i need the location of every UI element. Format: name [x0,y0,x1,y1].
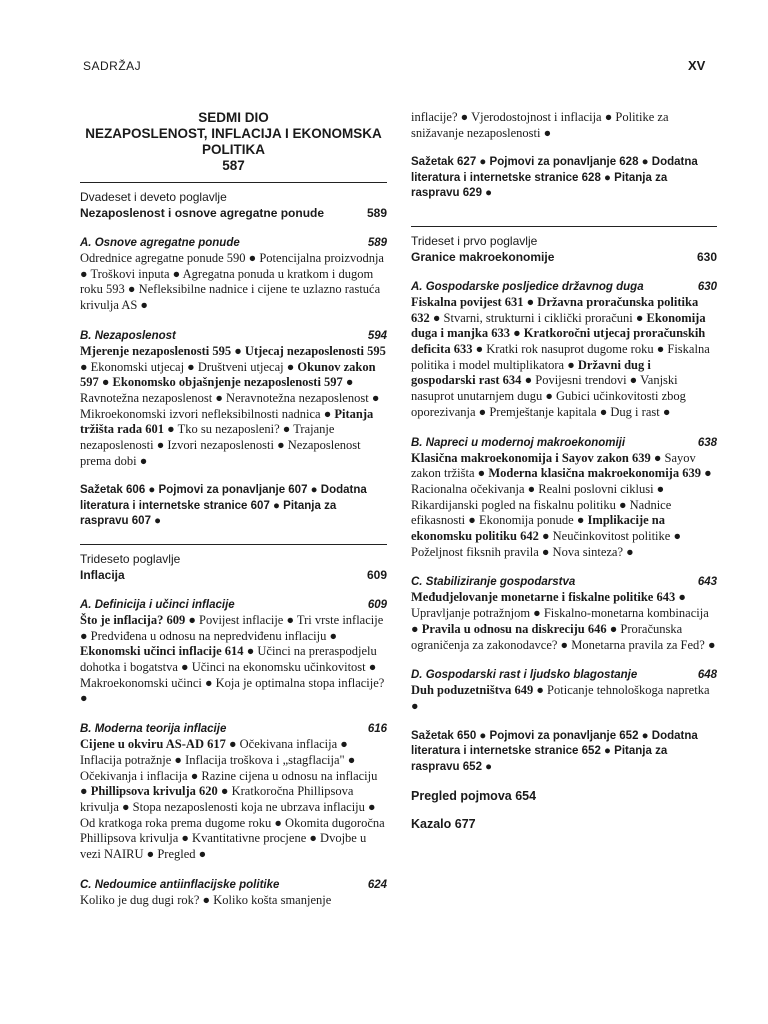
section-text: Odrednice agregatne ponude 590 ● Potencijalna proizvodnja ● Troškovi inputa ● Agregatna ponuda u kratkom i dugom roku 593 ● Nefleksibilne nadnice i cijene te uzlazno rastuća krivulja AS ● [80,251,384,313]
section-31d [411,667,717,714]
section-page: 630 [697,280,717,293]
section-text: Fiskalna povijest 631 ● Državna proračunska politika 632 ● Stvarni, strukturni i ciklički proračuni ● Ekonomija duga i manjka 633 ● Kratkoročni utjecaj proračunskih deficita 633 ● Kratki rok nasuprot dugome roku ● Fiskalna politika i model multiplikatora ● Državni dug i gospodarski rast 634 ● Povijesni trendovi ● Vanjski nasuprot unutarnjem dugu ● Gubici učinkovitosti zbog oporezivanja ● Premještanje kapitala ● Dug i rast ● [411,294,710,419]
divider [411,226,717,227]
section-text: Što je inflacija? 609 ● Povijest inflacije ● Tri vrste inflacije ● Predviđena u odnosu na nepredviđenu inflaciju ● Ekonomski učinci inflacije 614 ● Učinci na preraspodjelu dohotka i bogatstva ● Učinci na ekonomsku učinkovitost ● Makroekonomski učinci ● Koja je optimalna stopa inflacije? ● [80,612,385,706]
section-title: D. Gospodarski rast i ljudsko blagostanje [411,669,638,682]
section-29b [80,328,387,470]
section-text: inflacije? ● Vjerodostojnost i inflacija ● Politike za snižavanje nezaposlenosti ● [411,110,669,140]
chapter-label: Dvadeset i deveto poglavlje [80,190,227,204]
running-header: SADRŽAJ [83,59,142,73]
chapter-title: Nezaposlenost i osnove agregatne ponude [80,206,325,220]
section-page: 638 [697,436,717,449]
divider [80,182,387,183]
left-column [80,110,387,922]
part-number: SEDMI DIO [198,110,269,125]
section-page: 616 [367,723,387,736]
section-text: Koliko je dug dugi rok? ● Koliko košta smanjenje [80,892,332,907]
section-text: Cijene u okviru AS-AD 617 ● Očekivana inflacija ● Inflacija potražnje ● Inflacija troškova i „stagflacija" ● Očekivanja i inflacija ● Razine cijena u odnosu na inflaciju ● Phillipsova krivulja 620 ● Kratkoročna Phillipsova krivulja ● Stopa nezaposlenosti koja ne ubrzava inflaciju ● Od kratkoga roka prema dugome roku ● Okomita dugoročna Phillipsova krivulja ● Kvantitativne procjene ● Dvojbe u vezi NAIRU ● Pregled ● [80,737,385,862]
section-page: 648 [697,669,717,682]
section-page: 609 [367,598,387,611]
section-30c-continued [411,110,717,141]
section-31b [411,435,717,561]
section-text: Međudjelovanje monetarne i fiskalne politike 643 ● Upravljanje potražnjom ● Fiskalno-monetarna kombinacija ● Pravila u odnosu na diskreciju 646 ● Proračunska ograničenja za zakonodavce? ● Monetarna pravila za Fed? ● [411,590,716,652]
chapter-29-summary: Sažetak 606 ● Pojmovi za ponavljanje 607 ● Dodatna literatura i internetske stranice 607 ● Pitanja za raspravu 607 ● [80,484,367,528]
chapter-title: Inflacija [80,567,125,582]
chapter-page: 609 [366,567,387,582]
page-number-roman: XV [688,58,706,73]
chapter-page: 589 [366,206,387,220]
section-30b [80,721,387,863]
chapter-31-heading [411,233,717,265]
index-entry: Kazalo 677 [411,817,476,832]
divider [80,544,387,545]
chapter-31-summary: Sažetak 650 ● Pojmovi za ponavljanje 652 ● Dodatna literatura i internetske stranice 652 ● Pitanja za raspravu 652 ● [411,729,698,773]
section-text: Duh poduzetništva 649 ● Poticanje tehnološkoga napretka ● [411,683,710,713]
section-page: 589 [367,237,387,249]
section-page: 624 [367,878,387,891]
chapter-label: Trideseto poglavlje [80,551,181,566]
section-31a [411,279,717,421]
section-30c [80,877,387,909]
part-title: NEZAPOSLENOST, INFLACIJA I EKONOMSKA POLITIKA [85,126,382,157]
section-29a [80,235,387,314]
chapter-page: 630 [696,249,717,264]
section-31c [411,574,717,653]
section-page: 643 [697,576,717,589]
section-text: Klasična makroekonomija i Sayov zakon 639 ● Sayov zakon tržišta ● Moderna klasična makroekonomija 639 ● Racionalna očekivanja ● Realni poslovni ciklusi ● Rikardijanski pogled na fiskalnu politiku ● Nadnice efikasnosti ● Ekonomija ponude ● Implikacije na ekonomsku politiku 642 ● Neučinkovitost politike ● Poželjnost fiksnih pravila ● Nova sinteza? ● [411,450,712,559]
section-title: C. Nedoumice antiinflacijske politike [80,878,280,891]
section-page: 594 [367,329,387,342]
section-title: A. Gospodarske posljedice državnog duga [411,280,644,293]
chapter-label: Trideset i prvo poglavlje [411,233,538,248]
glossary-entry: Pregled pojmova 654 [411,789,537,804]
part-heading [80,110,387,174]
part-page: 587 [222,158,245,173]
chapter-29-heading [80,189,387,221]
section-title: C. Stabiliziranje gospodarstva [411,576,576,589]
chapter-30-summary: Sažetak 627 ● Pojmovi za ponavljanje 628 ● Dodatna literatura i internetske stranice 628 ● Pitanja za raspravu 629 ● [411,156,698,200]
section-30a [80,597,387,707]
section-text: Mjerenje nezaposlenosti 595 ● Utjecaj nezaposlenosti 595 ● Ekonomski utjecaj ● Društveni utjecaj ● Okunov zakon 597 ● Ekonomsko objašnjenje nezaposlenosti 597 ● Ravnotežna nezaposlenost ● Neravnotežna nezaposlenost ● Mikroekonomski izvori nefleksibilnosti nadnica ● Pitanja tržišta rada 601 ● Tko su nezaposleni? ● Trajanje nezaposlenosti ● Izvori nezaposlenosti ● Nezaposlenost prema dobi ● [80,343,386,468]
section-title: B. Moderna teorija inflacije [80,723,227,736]
section-title: B. Napreci u modernoj makroekonomiji [411,436,626,449]
section-title: A. Osnove agregatne ponude [80,237,240,249]
chapter-title: Granice makroekonomije [411,249,555,264]
section-title: B. Nezaposlenost [80,329,176,342]
chapter-30-heading [80,551,387,583]
right-column [411,110,717,845]
section-title: A. Definicija i učinci inflacije [80,598,235,611]
